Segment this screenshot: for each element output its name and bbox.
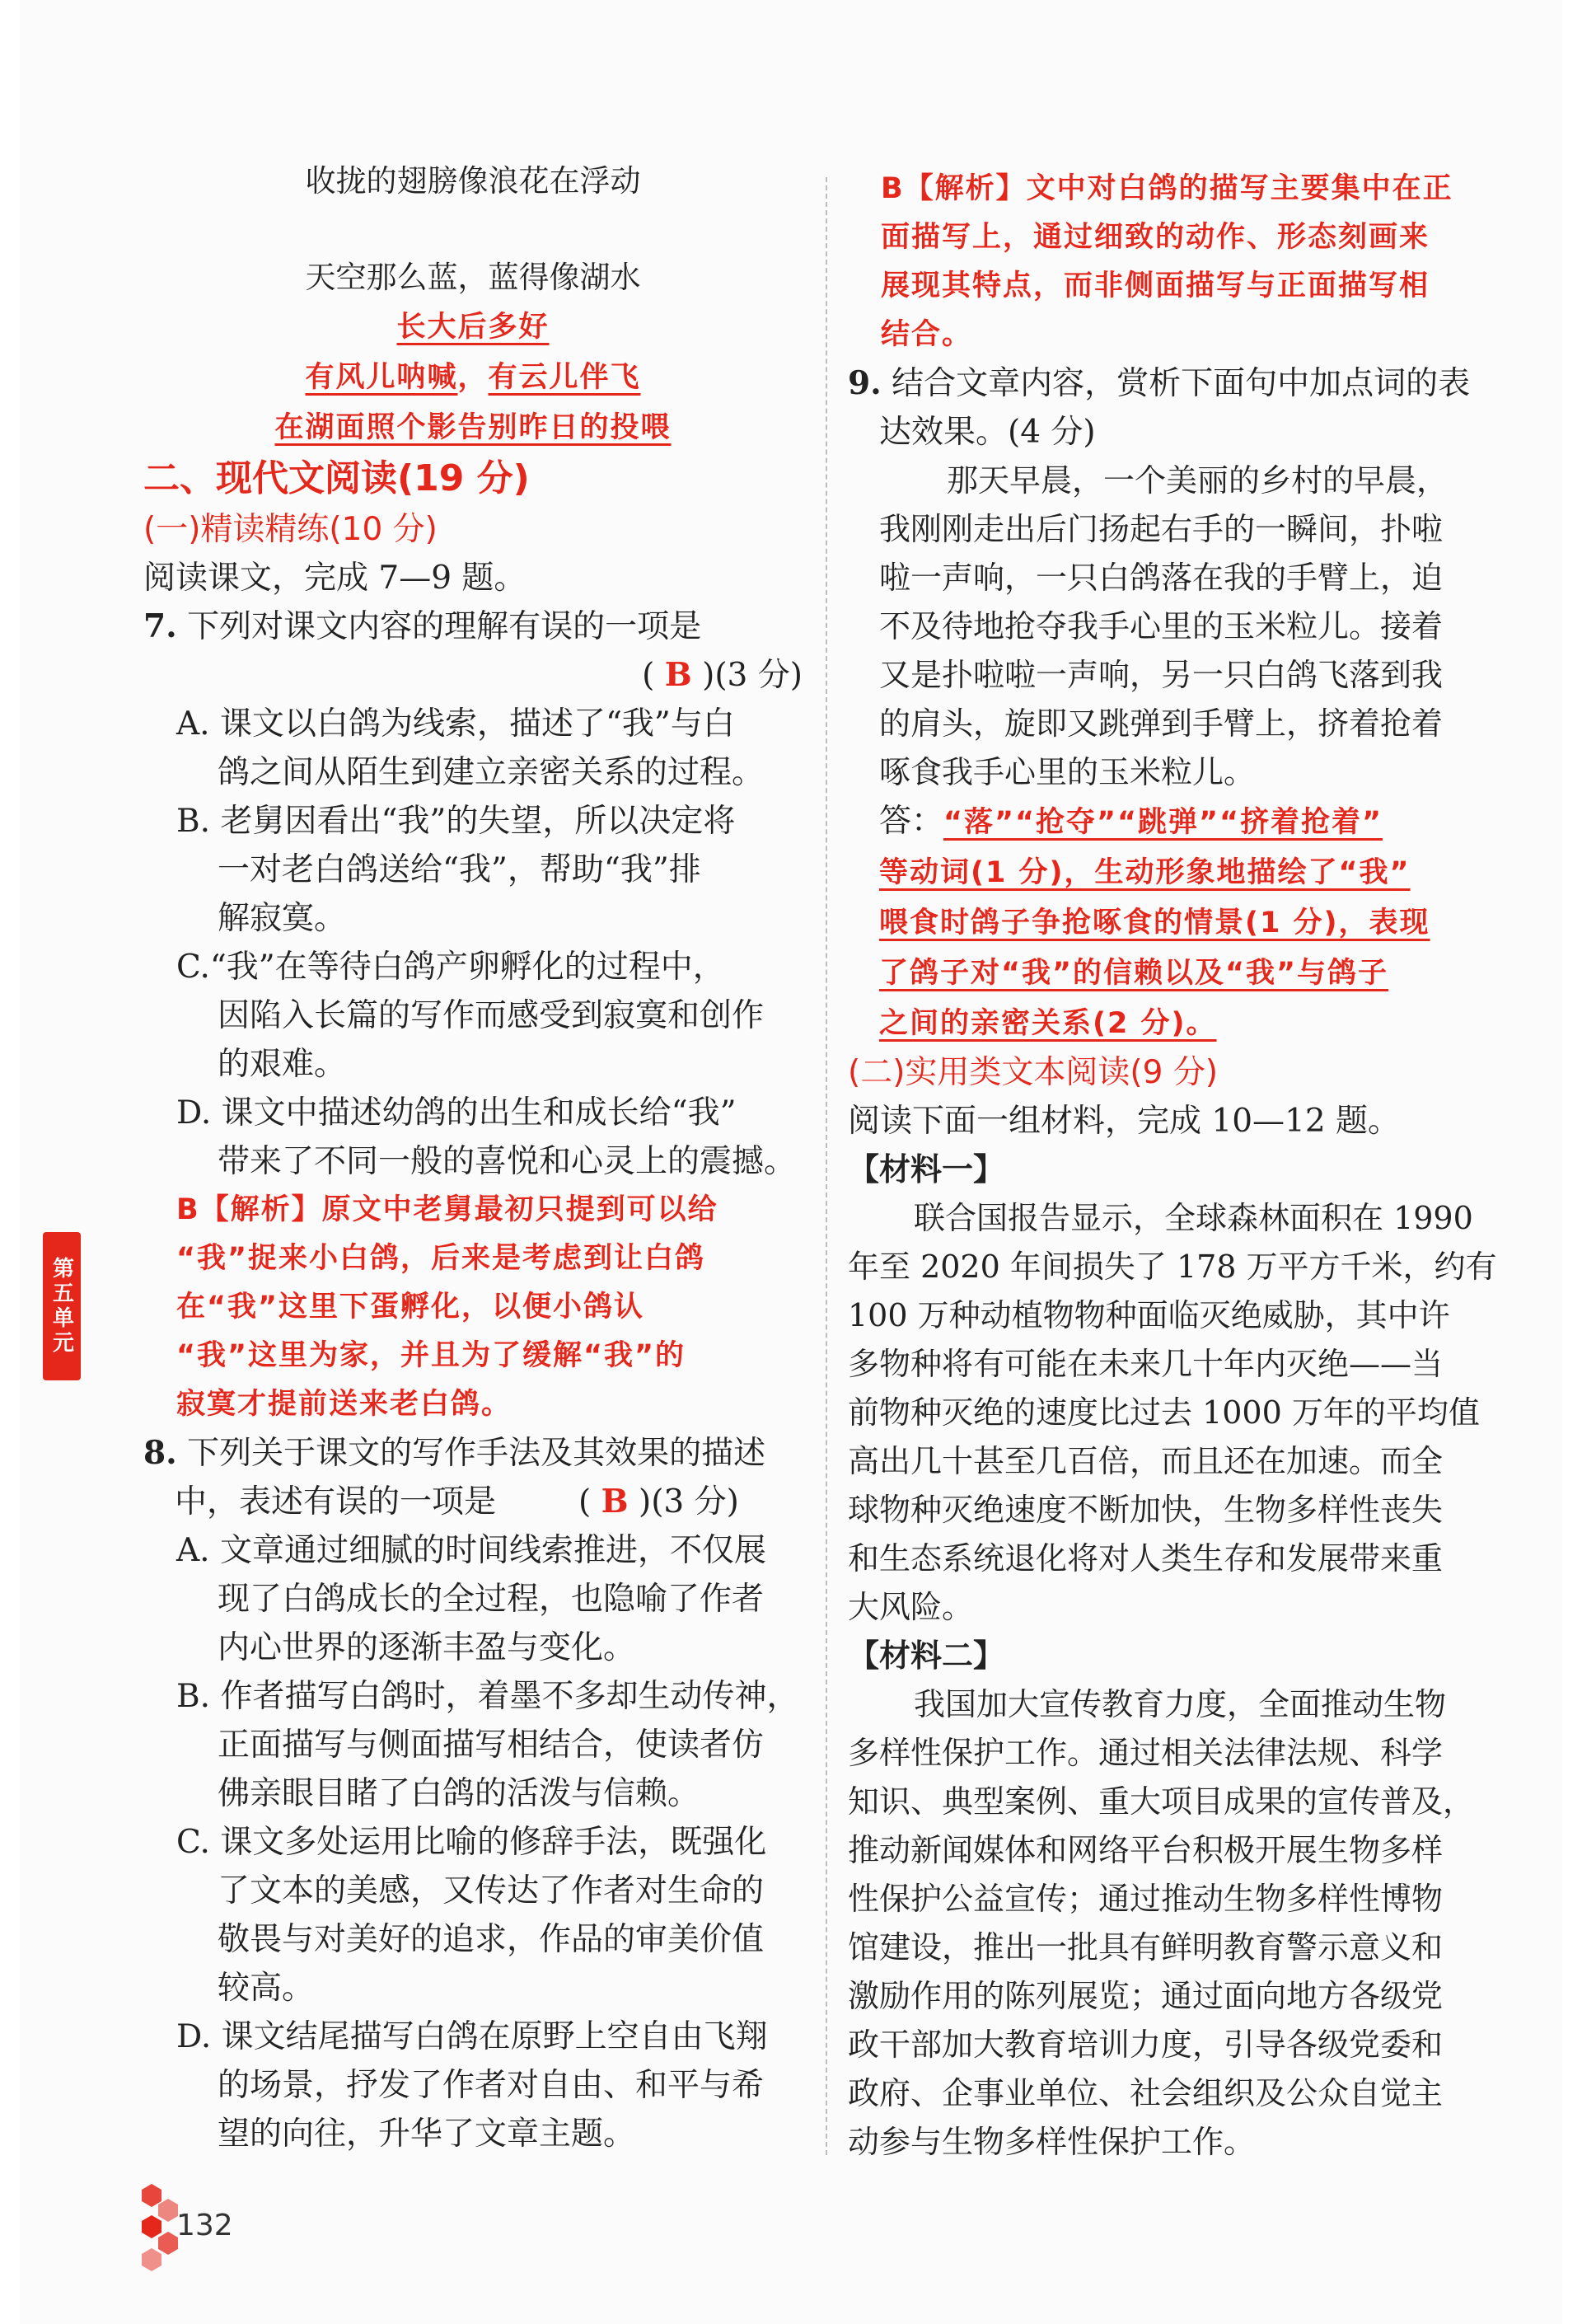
option-b-cont: 解寂寞。 xyxy=(218,900,347,937)
explanation: B【解析】文中对白鸽的描写主要集中在正 xyxy=(881,172,1453,205)
option-d: D. 课文中描述幼鸽的出生和成长给“我” xyxy=(176,1094,737,1132)
answer-line xyxy=(848,998,1507,1048)
answer-line xyxy=(848,948,1507,998)
question-8-stem xyxy=(143,1429,803,1478)
answer-label: 答： xyxy=(879,803,944,840)
material-line: 多样性保护工作。通过相关法律法规、科学 xyxy=(848,1735,1444,1771)
instruction: 阅读下面一组材料，完成 10—12 题。 xyxy=(848,1103,1401,1140)
explanation: B【解析】原文中老舅最初只提到可以给 xyxy=(176,1193,718,1226)
answer-line xyxy=(848,797,1507,847)
poem-line-2: 天空那么蓝，蓝得像湖水 xyxy=(305,260,641,295)
instruction: 阅读课文，完成 7—9 题。 xyxy=(143,560,527,597)
explanation: 寂寞才提前送来老白鸽。 xyxy=(176,1388,513,1421)
explanation: “我”这里为家，并且为了缓解“我”的 xyxy=(176,1339,686,1372)
answer-text: 在湖面照个影告别昨日的投喂 xyxy=(274,411,672,444)
answer-choice: B xyxy=(601,1483,629,1520)
material-line: 知识、典型案例、重大项目成果的宣传普及， xyxy=(848,1783,1475,1820)
option-a-cont: 内心世界的逐渐丰盈与变化。 xyxy=(218,1629,636,1666)
option-a: A. 文章通过细腻的时间线索推进，不仅展 xyxy=(176,1532,766,1569)
left-column xyxy=(143,157,803,2158)
option-c-cont: 的艰难。 xyxy=(218,1046,347,1083)
material-line: 馆建设，推出一批具有鲜明教育警示意义和 xyxy=(848,1929,1444,1966)
subsection-title: (二)实用类文本阅读(9 分) xyxy=(848,1054,1219,1091)
question-text: 中，表述有误的一项是 xyxy=(175,1483,497,1520)
answer-bracket: ( xyxy=(578,1483,601,1520)
question-9-stem xyxy=(848,359,1507,408)
answer-text: ， xyxy=(457,361,489,394)
quote-line: 又是扑啦啦一声响，另一只白鸽飞落到我 xyxy=(879,657,1444,693)
subsection-title: (一)精读精练(10 分) xyxy=(143,511,438,548)
quote-line: 啦一声响，一只白鸽落在我的手臂上，迫 xyxy=(879,560,1444,596)
option-c-cont: 敬畏与对美好的追求，作品的审美价值 xyxy=(218,1921,765,1958)
answer-text: 之间的亲密关系(2 分)。 xyxy=(879,1007,1217,1040)
answer-text: 喂食时鸽子争抢啄食的情景(1 分)，表现 xyxy=(879,907,1430,939)
material-line: 100 万种动植物物种面临灭绝威胁，其中许 xyxy=(848,1297,1450,1333)
option-c: C. 课文多处运用比喻的修辞手法，既强化 xyxy=(176,1824,767,1861)
option-b-cont: 一对老白鸽送给“我”，帮助“我”排 xyxy=(218,851,701,888)
answer-score: )(3 分) xyxy=(691,657,803,694)
explanation: 面描写上，通过细致的动作、形态刻画来 xyxy=(881,221,1430,254)
answer-text: 了鸽子对“我”的信赖以及“我”与鸽子 xyxy=(879,957,1389,990)
question-text: 结合文章内容，赏析下面句中加点词的表 xyxy=(892,365,1471,402)
material-line: 大风险。 xyxy=(848,1589,974,1625)
material-line: 球物种灭绝速度不断加快，生物多样性丧失 xyxy=(848,1492,1444,1528)
material-line: 推动新闻媒体和网络平台积极开展生物多样 xyxy=(848,1832,1444,1868)
page xyxy=(20,0,1562,2324)
answer-bracket: ( xyxy=(642,657,665,694)
question-text: 下列对课文内容的理解有误的一项是 xyxy=(187,608,702,645)
answer-text: 等动词(1 分)，生动形象地描绘了“我” xyxy=(879,856,1411,889)
answer-score: )(3 分) xyxy=(628,1483,739,1520)
answer-line xyxy=(848,847,1507,897)
option-a-cont: 现了白鸽成长的全过程，也隐喻了作者 xyxy=(218,1581,765,1618)
material-2-label: 【材料二】 xyxy=(848,1638,1005,1674)
poem-answer-1 xyxy=(143,302,803,352)
section-title: 二、现代文阅读(19 分) xyxy=(143,457,530,499)
answer-text: 有云儿伴飞 xyxy=(488,361,641,394)
answer-text: “落”“抢夺”“跳弹”“挤着抢着” xyxy=(943,806,1383,839)
page-number: 132 xyxy=(176,2209,233,2242)
explanation: 在“我”这里下蛋孵化，以便小鸽认 xyxy=(176,1291,645,1324)
option-c-cont: 了文本的美感，又传达了作者对生命的 xyxy=(218,1872,765,1909)
option-b-cont: 正面描写与侧面描写相结合，使读者仿 xyxy=(218,1727,765,1764)
explanation: “我”捉来小白鸽，后来是考虑到让白鸽 xyxy=(176,1242,706,1275)
poem-line-1: 收拢的翅膀像浪花在浮动 xyxy=(305,163,641,199)
answer-text: 长大后多好 xyxy=(396,311,550,344)
option-b: B. 老舅因看出“我”的失望，所以决定将 xyxy=(176,803,736,840)
option-c: C.“我”在等待白鸽产卵孵化的过程中， xyxy=(176,949,725,986)
material-line: 性保护公益宣传；通过推动生物多样性博物 xyxy=(848,1881,1444,1917)
material-1-label: 【材料一】 xyxy=(848,1151,1005,1188)
material-line: 我国加大宣传教育力度，全面推动生物 xyxy=(914,1686,1447,1722)
material-line: 联合国报告显示，全球森林面积在 1990 xyxy=(914,1200,1473,1236)
quote-line: 啄食我手心里的玉米粒儿。 xyxy=(879,754,1256,790)
material-line: 多物种将有可能在未来几十年内灭绝——当 xyxy=(848,1346,1444,1382)
option-a-cont: 鸽之间从陌生到建立亲密关系的过程。 xyxy=(218,754,765,791)
explanation: 展现其特点，而非侧面描写与正面描写相 xyxy=(881,269,1430,302)
option-d-cont: 带来了不同一般的喜悦和心灵上的震撼。 xyxy=(218,1143,797,1180)
material-line: 激励作用的陈列展览；通过面向地方各级党 xyxy=(848,1978,1444,2014)
question-number: 7. xyxy=(143,607,177,645)
answer-text: 有风儿呐喊 xyxy=(305,361,458,394)
question-9-stem-cont: 达效果。(4 分) xyxy=(879,414,1096,451)
option-c-cont: 因陷入长篇的写作而感受到寂寞和创作 xyxy=(218,997,765,1034)
question-number: 8. xyxy=(143,1434,177,1472)
right-column xyxy=(848,165,1507,2167)
answer-line xyxy=(848,897,1507,948)
unit-side-tab: 第五单元 xyxy=(43,1232,81,1380)
option-d: D. 课文结尾描写白鸽在原野上空自由飞翔 xyxy=(176,2018,768,2055)
material-line: 政干部加大教育培训力度，引导各级党委和 xyxy=(848,2026,1444,2063)
quote-line: 不及待地抢夺我手心里的玉米粒儿。接着 xyxy=(879,608,1444,644)
quote-line: 那天早晨，一个美丽的乡村的早晨， xyxy=(947,462,1449,499)
quote-line: 我刚刚走出后门扬起右手的一瞬间，扑啦 xyxy=(879,511,1444,547)
option-b: B. 作者描写白鸽时，着墨不多却生动传神， xyxy=(176,1678,799,1715)
option-d-cont: 望的向往，升华了文章主题。 xyxy=(218,2115,636,2153)
question-7-stem xyxy=(143,602,803,651)
option-b-cont: 佛亲眼目睹了白鸽的活泼与信赖。 xyxy=(218,1775,700,1812)
material-line: 年至 2020 年间损失了 178 万平方千米，约有 xyxy=(848,1249,1497,1285)
question-text: 下列关于课文的写作手法及其效果的描述 xyxy=(187,1435,766,1472)
material-line: 前物种灭绝的速度比过去 1000 万年的平均值 xyxy=(848,1394,1480,1431)
question-7-answer xyxy=(143,651,803,700)
option-a: A. 课文以白鸽为线索，描述了“我”与白 xyxy=(176,705,735,743)
question-8-stem-cont xyxy=(143,1478,803,1526)
material-line: 政府、企事业单位、社会组织及公众自觉主 xyxy=(848,2075,1444,2111)
column-divider xyxy=(826,177,827,2155)
answer-choice: B xyxy=(664,656,692,694)
poem-answer-2 xyxy=(143,352,803,402)
material-line: 动参与生物多样性保护工作。 xyxy=(848,2124,1256,2160)
poem-answer-3 xyxy=(143,402,803,452)
material-line: 高出几十甚至几百倍，而且还在加速。而全 xyxy=(848,1443,1444,1479)
question-number: 9. xyxy=(848,364,882,402)
option-d-cont: 的场景，抒发了作者对自由、和平与希 xyxy=(218,2067,765,2104)
explanation: 结合。 xyxy=(881,318,973,351)
material-line: 和生态系统退化将对人类生存和发展带来重 xyxy=(848,1540,1444,1577)
option-c-cont: 较高。 xyxy=(218,1970,315,2007)
quote-line: 的肩头，旋即又跳弹到手臂上，挤着抢着 xyxy=(879,705,1444,742)
